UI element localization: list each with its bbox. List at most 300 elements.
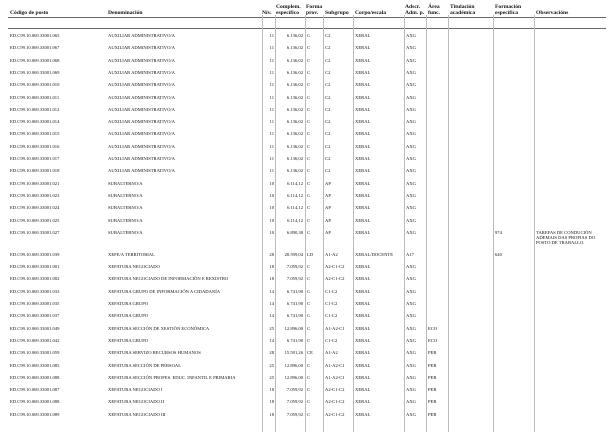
- administration-assignment-cell: AXG: [406, 288, 416, 294]
- provision-form-cell: C: [307, 387, 311, 393]
- specific-complement-cell: 6.136,02: [286, 69, 303, 75]
- position-code-cell: ED.C99.10.069.33001.014: [10, 119, 60, 125]
- subgroup-cell: A2-C1-C2: [325, 411, 345, 417]
- administration-assignment-cell: AXG: [406, 180, 416, 186]
- subgroup-cell: C2: [325, 33, 331, 38]
- position-code-cell: ED.C99.10.069.33001.042: [10, 337, 60, 343]
- denomination-cell: XEFATURA NEGOCIADO: [108, 264, 160, 270]
- level-cell: 10: [269, 217, 274, 223]
- provision-form-cell: C: [307, 411, 311, 417]
- position-code-cell: ED.C99.10.069.33001.068: [10, 57, 60, 63]
- administration-assignment-cell: AXG: [406, 106, 416, 112]
- corps-scale-cell: XERAL: [355, 131, 371, 137]
- specific-complement-cell: 20.599,04: [284, 251, 303, 257]
- denomination-cell: XEFATURA SECCIÓN DE XESTIÓN ECONÓMICA: [108, 325, 210, 331]
- subgroup-cell: A1-A2: [325, 251, 338, 257]
- corps-scale-cell: XERAL: [355, 57, 371, 63]
- denomination-cell: AUXILIAR ADMINISTRATIVO/A: [108, 45, 175, 51]
- position-code-cell: ED.C99.10.069.33001.087: [10, 387, 60, 393]
- corps-scale-cell: XERAL: [355, 350, 371, 356]
- functional-area-cell: PER: [428, 350, 437, 356]
- provision-form-cell: CE: [307, 350, 313, 356]
- administration-assignment-cell: AXG: [406, 33, 416, 38]
- position-code-cell: ED.C99.10.069.33001.067: [10, 45, 60, 51]
- administration-assignment-cell: AXG: [406, 156, 416, 161]
- position-code-cell: ED.C99.10.069.33001.016: [10, 143, 60, 149]
- specific-complement-cell: 6.114,12: [287, 217, 303, 223]
- denomination-cell: AUXILIAR ADMINISTRATIVO/A: [108, 131, 175, 137]
- corps-scale-cell: XERAL: [355, 399, 371, 405]
- table-row: [0, 387, 615, 399]
- corps-scale-cell: XERAL: [355, 301, 371, 306]
- table-row: [0, 264, 615, 276]
- position-code-cell: ED.C99.10.069.33001.033: [10, 288, 60, 294]
- administration-assignment-cell: AXG: [406, 57, 416, 63]
- specific-complement-cell: 6.741,90: [286, 337, 303, 343]
- denomination-cell: XEFATURA GRUPO: [108, 313, 149, 319]
- table-row: [0, 338, 615, 350]
- header-denominacion: Denominación: [108, 10, 143, 16]
- specific-complement-cell: 7.059,92: [286, 387, 303, 393]
- provision-form-cell: C: [307, 288, 311, 294]
- position-code-cell: ED.C99.10.069.33001.089: [10, 411, 60, 417]
- level-cell: 14: [269, 337, 274, 343]
- administration-assignment-cell: AXG: [406, 362, 416, 368]
- specific-complement-cell: 7.059,92: [286, 399, 303, 405]
- level-cell: 14: [269, 288, 274, 294]
- level-cell: 25: [269, 374, 274, 380]
- level-cell: 28: [269, 350, 274, 356]
- specific-complement-cell: 15.591,26: [284, 350, 303, 356]
- position-code-cell: ED.C99.10.069.33001.017: [10, 156, 60, 161]
- position-code-cell: ED.C99.10.069.33001.069: [10, 69, 60, 75]
- corps-scale-cell: XERAL: [355, 411, 371, 417]
- position-code-cell: ED.C99.10.069.33001.088: [10, 399, 60, 405]
- position-code-cell: ED.C99.10.069.33001.037: [10, 313, 60, 319]
- administration-assignment-cell: AXG: [406, 131, 416, 137]
- specific-complement-cell: 6.136,02: [286, 143, 303, 149]
- table-row: [0, 119, 615, 131]
- denomination-cell: AUXILIAR ADMINISTRATIVO/A: [108, 33, 175, 38]
- header-formacion-line1: Formación: [495, 4, 522, 10]
- corps-scale-cell: XERAL: [355, 229, 371, 235]
- provision-form-cell: C: [307, 399, 311, 405]
- subgroup-cell: C2: [325, 106, 331, 112]
- table-row: [0, 363, 615, 375]
- table-row: [0, 350, 615, 362]
- provision-form-cell: C: [307, 69, 311, 75]
- level-cell: 11: [269, 119, 274, 125]
- provision-form-cell: C: [307, 325, 311, 331]
- administration-assignment-cell: AXG: [406, 82, 416, 88]
- position-code-cell: ED.C99.10.069.33001.011: [10, 94, 60, 100]
- table-row: [0, 412, 615, 424]
- header-forma-line2: prov.: [306, 10, 319, 16]
- level-cell: 18: [269, 264, 274, 270]
- position-code-cell: ED.C99.10.069.33001.015: [10, 131, 60, 137]
- subgroup-cell: C2: [325, 57, 331, 63]
- functional-area-cell: PER: [428, 399, 437, 405]
- table-row: [0, 193, 615, 205]
- subgroup-cell: C2: [325, 143, 331, 149]
- provision-form-cell: C: [307, 362, 311, 368]
- corps-scale-cell: XERAL: [355, 192, 371, 198]
- level-cell: 11: [269, 94, 274, 100]
- table-row: [0, 168, 615, 180]
- specific-complement-cell: 6.136,02: [286, 33, 303, 38]
- denomination-cell: XEFATURA GRUPO DE INFORMACIÓN A CIDADANÍA: [108, 288, 221, 294]
- corps-scale-cell: XERAL: [355, 33, 371, 38]
- denomination-cell: AUXILIAR ADMINISTRATIVO/A: [108, 94, 175, 100]
- position-code-cell: ED.C99.10.069.33001.021: [10, 180, 60, 186]
- header-complem-line1: Complem.: [276, 4, 301, 10]
- provision-form-cell: C: [307, 264, 311, 270]
- specific-complement-cell: 6.114,12: [287, 180, 303, 186]
- header-bottom-rule: [8, 28, 606, 29]
- corps-scale-cell: XERAL: [355, 205, 371, 211]
- subgroup-cell: C2: [325, 45, 331, 51]
- level-cell: 10: [269, 229, 274, 235]
- table-row: [0, 156, 615, 168]
- table-row: [0, 399, 615, 411]
- table-row: [0, 229, 615, 246]
- subgroup-cell: AP: [325, 192, 331, 198]
- denomination-cell: XEFATURA NEGOCIADO DE INFORMACIÓN E REXISTRO: [108, 276, 229, 282]
- denomination-cell: SUBALTERNO/A: [108, 205, 143, 211]
- specific-training-cell: 974: [495, 229, 502, 235]
- subgroup-cell: C1-C2: [325, 301, 338, 306]
- denomination-cell: XEFATURA SECCIÓN PROFES. EDUC. INFANTIL E PRIMARIA: [108, 374, 236, 380]
- subgroup-cell: A1-A2: [325, 350, 338, 356]
- administration-assignment-cell: AXG: [406, 411, 416, 417]
- specific-complement-cell: 6.114,12: [287, 205, 303, 211]
- level-cell: 18: [269, 411, 274, 417]
- position-code-cell: ED.C99.10.069.33001.035: [10, 301, 60, 306]
- corps-scale-cell: XERAL: [355, 45, 371, 51]
- provision-form-cell: C: [307, 276, 311, 282]
- level-cell: 10: [269, 180, 274, 186]
- position-code-cell: ED.C99.10.069.33001.085: [10, 362, 60, 368]
- level-cell: 28: [269, 251, 274, 257]
- corps-scale-cell: XERAL: [355, 143, 371, 149]
- header-subgrupo: Subgrupo: [325, 10, 349, 16]
- table-row: [0, 33, 615, 45]
- subgroup-cell: C2: [325, 168, 331, 174]
- denomination-cell: XEFATURA GRUPO: [108, 337, 149, 343]
- corps-scale-cell: XERAL: [355, 313, 371, 319]
- administration-assignment-cell: AXG: [406, 337, 416, 343]
- table-row: [0, 70, 615, 82]
- table-row: [0, 276, 615, 288]
- specific-complement-cell: 6.136,02: [286, 57, 303, 63]
- position-code-cell: ED.C99.10.069.33001.065: [10, 33, 60, 38]
- provision-form-cell: C: [307, 168, 311, 174]
- header-titulacion-line2: académica: [450, 10, 476, 16]
- provision-form-cell: C: [307, 229, 311, 235]
- specific-complement-cell: 6.136,02: [286, 82, 303, 88]
- functional-area-cell: PER: [428, 387, 437, 393]
- header-corpo: Corpo/escala: [355, 10, 387, 16]
- specific-complement-cell: 6.136,02: [286, 168, 303, 174]
- corps-scale-cell: XERAL: [355, 119, 371, 125]
- corps-scale-cell: XERAL: [355, 69, 371, 75]
- position-code-cell: ED.C99.10.069.33001.018: [10, 168, 60, 174]
- administration-assignment-cell: AXG: [406, 143, 416, 149]
- denomination-cell: AUXILIAR ADMINISTRATIVO/A: [108, 156, 175, 161]
- corps-scale-cell: XERAL: [355, 387, 371, 393]
- specific-training-cell: 640: [495, 251, 502, 257]
- administration-assignment-cell: AXG: [406, 325, 416, 331]
- specific-complement-cell: 6.114,12: [287, 192, 303, 198]
- level-cell: 11: [269, 156, 274, 161]
- provision-form-cell: C: [307, 374, 311, 380]
- provision-form-cell: C: [307, 180, 311, 186]
- subgroup-cell: AP: [325, 217, 331, 223]
- level-cell: 11: [269, 57, 274, 63]
- subgroup-cell: C2: [325, 82, 331, 88]
- table-row: [0, 252, 615, 264]
- corps-scale-cell: XERAL: [355, 337, 371, 343]
- denomination-cell: AUXILIAR ADMINISTRATIVO/A: [108, 69, 175, 75]
- administration-assignment-cell: AXG: [406, 399, 416, 405]
- table-row: [0, 95, 615, 107]
- denomination-cell: SUBALTERNO/A: [108, 192, 143, 198]
- position-code-cell: ED.C99.10.069.33001.012: [10, 106, 60, 112]
- denomination-cell: XEFATURA SECCIÓN DE PERSOAL: [108, 362, 182, 368]
- corps-scale-cell: XERAL: [355, 288, 371, 294]
- corps-scale-cell: XERAL: [355, 168, 371, 174]
- table-row: [0, 82, 615, 94]
- table-row: [0, 375, 615, 387]
- level-cell: 11: [269, 106, 274, 112]
- level-cell: 10: [269, 192, 274, 198]
- provision-form-cell: C: [307, 131, 311, 137]
- header-observacions: Observacións: [536, 10, 569, 16]
- corps-scale-cell: XERAL: [355, 325, 371, 331]
- level-cell: 11: [269, 82, 274, 88]
- administration-assignment-cell: AXG: [406, 94, 416, 100]
- subgroup-cell: C2: [325, 69, 331, 75]
- provision-form-cell: C: [307, 156, 311, 161]
- administration-assignment-cell: AXG: [406, 350, 416, 356]
- specific-complement-cell: 6.890,38: [286, 229, 303, 235]
- denomination-cell: SUBALTERNO/A: [108, 229, 143, 235]
- denomination-cell: AUXILIAR ADMINISTRATIVO/A: [108, 119, 175, 125]
- position-code-cell: ED.C99.10.069.33001.088: [10, 374, 60, 380]
- table-row: [0, 289, 615, 301]
- subgroup-cell: A2-C1-C2: [325, 387, 345, 393]
- header-adscr-line2: Adm. p.: [405, 10, 425, 16]
- provision-form-cell: C: [307, 301, 311, 306]
- administration-assignment-cell: A17: [406, 251, 414, 257]
- level-cell: 25: [269, 325, 274, 331]
- level-cell: 14: [269, 313, 274, 319]
- position-code-cell: ED.C99.10.069.33001.023: [10, 192, 60, 198]
- specific-complement-cell: 6.136,02: [286, 156, 303, 161]
- specific-complement-cell: 6.136,02: [286, 94, 303, 100]
- functional-area-cell: ECO: [428, 325, 438, 331]
- denomination-cell: AUXILIAR ADMINISTRATIVO/A: [108, 57, 175, 63]
- subgroup-cell: C1-C2: [325, 288, 338, 294]
- administration-assignment-cell: AXG: [406, 276, 416, 282]
- denomination-cell: AUXILIAR ADMINISTRATIVO/A: [108, 106, 175, 112]
- functional-area-cell: PER: [428, 374, 437, 380]
- subgroup-cell: AP: [325, 229, 331, 235]
- header-area-line2: func.: [428, 10, 440, 16]
- provision-form-cell: C: [307, 33, 311, 38]
- corps-scale-cell: XERAL: [355, 82, 371, 88]
- subgroup-cell: A1-A2-C1: [325, 362, 345, 368]
- header-codigo: Código de posto: [10, 10, 49, 16]
- specific-complement-cell: 7.059,92: [286, 411, 303, 417]
- administration-assignment-cell: AXG: [406, 45, 416, 51]
- level-cell: 18: [269, 276, 274, 282]
- subgroup-cell: C1-C2: [325, 313, 338, 319]
- administration-assignment-cell: AXG: [406, 168, 416, 174]
- level-cell: 14: [269, 301, 274, 306]
- functional-area-cell: ECO: [428, 337, 438, 343]
- administration-assignment-cell: AXG: [406, 229, 416, 235]
- level-cell: 11: [269, 168, 274, 174]
- table-row: [0, 181, 615, 193]
- specific-complement-cell: 12.896,00: [284, 374, 303, 380]
- denomination-cell: SUBALTERNO/A: [108, 180, 143, 186]
- specific-complement-cell: 12.896,00: [284, 362, 303, 368]
- table-row: [0, 58, 615, 70]
- administration-assignment-cell: AXG: [406, 264, 416, 270]
- level-cell: 11: [269, 131, 274, 137]
- subgroup-cell: A2-C1-C2: [325, 399, 345, 405]
- provision-form-cell: C: [307, 337, 311, 343]
- table-row: [0, 218, 615, 230]
- corps-scale-cell: XERAL: [355, 217, 371, 223]
- provision-form-cell: C: [307, 82, 311, 88]
- provision-form-cell: C: [307, 106, 311, 112]
- table-row: [0, 131, 615, 143]
- administration-assignment-cell: AXG: [406, 119, 416, 125]
- subgroup-cell: C1-C2: [325, 337, 338, 343]
- subgroup-cell: A2-C1-C2: [325, 264, 345, 270]
- denomination-cell: XEFATURA SERVIZO RECURSOS HUMANOS: [108, 350, 201, 356]
- header-adscr-line1: Adscr.: [405, 4, 421, 10]
- subgroup-cell: A2-C1-C2: [325, 276, 345, 282]
- level-cell: 10: [269, 205, 274, 211]
- table-row: [0, 301, 615, 313]
- provision-form-cell: C: [307, 119, 311, 125]
- subgroup-cell: C2: [325, 156, 331, 161]
- administration-assignment-cell: AXG: [406, 217, 416, 223]
- specific-complement-cell: 6.136,02: [286, 45, 303, 51]
- specific-complement-cell: 6.136,02: [286, 106, 303, 112]
- denomination-cell: XEFATURA GRUPO: [108, 301, 149, 306]
- position-code-cell: ED.C99.10.069.33001.025: [10, 217, 60, 223]
- administration-assignment-cell: AXG: [406, 69, 416, 75]
- specific-complement-cell: 6.741,90: [286, 288, 303, 294]
- observations-cell: TAREFAS DE CONDUCIÓN ADEMAIS DAS PROPIAS DO POSTO DE TRABALLO.: [536, 229, 596, 246]
- specific-complement-cell: 7.059,92: [286, 276, 303, 282]
- position-code-cell: ED.C99.10.069.33001.039: [10, 251, 60, 257]
- corps-scale-cell: XERAL: [355, 106, 371, 112]
- corps-scale-cell: XERAL: [355, 374, 371, 380]
- table-row: [0, 45, 615, 57]
- denomination-cell: XEFATURA NEGOCIADO III: [108, 411, 166, 417]
- specific-complement-cell: 12.896,00: [284, 325, 303, 331]
- provision-form-cell: C: [307, 45, 311, 51]
- header-formacion-line2: específica: [495, 10, 518, 16]
- corps-scale-cell: XERAL: [355, 362, 371, 368]
- provision-form-cell: LD: [307, 251, 314, 257]
- table-row: [0, 326, 615, 338]
- specific-complement-cell: 6.136,02: [286, 131, 303, 137]
- position-code-cell: ED.C99.10.069.33001.059: [10, 350, 60, 356]
- denomination-cell: XEFATURA NEGOCIADO II: [108, 399, 165, 405]
- header-complem-line2: específico: [276, 10, 299, 16]
- header-top-rule: [8, 17, 606, 18]
- level-cell: 25: [269, 362, 274, 368]
- administration-assignment-cell: AXG: [406, 387, 416, 393]
- table-row: [0, 313, 615, 325]
- table-row: [0, 205, 615, 217]
- administration-assignment-cell: AXG: [406, 205, 416, 211]
- functional-area-cell: PER: [428, 411, 437, 417]
- administration-assignment-cell: AXG: [406, 313, 416, 319]
- position-code-cell: ED.C99.10.069.33001.010: [10, 82, 60, 88]
- corps-scale-cell: XERAL: [355, 156, 371, 161]
- specific-complement-cell: 6.741,90: [286, 301, 303, 306]
- level-cell: 18: [269, 387, 274, 393]
- provision-form-cell: C: [307, 143, 311, 149]
- provision-form-cell: C: [307, 313, 311, 319]
- subgroup-cell: C2: [325, 94, 331, 100]
- subgroup-cell: AP: [325, 205, 331, 211]
- corps-scale-cell: XERAL: [355, 264, 371, 270]
- provision-form-cell: C: [307, 205, 311, 211]
- specific-complement-cell: 6.136,02: [286, 119, 303, 125]
- denomination-cell: SUBALTERNO/A: [108, 217, 143, 223]
- administration-assignment-cell: AXG: [406, 192, 416, 198]
- denomination-cell: AUXILIAR ADMINISTRATIVO/A: [108, 82, 175, 88]
- header-titulacion-line1: Titulación: [450, 4, 475, 10]
- level-cell: 11: [269, 69, 274, 75]
- subgroup-cell: AP: [325, 180, 331, 186]
- level-cell: 11: [269, 45, 274, 51]
- level-cell: 11: [269, 143, 274, 149]
- table-row: [0, 144, 615, 156]
- position-code-cell: ED.C99.10.069.33001.049: [10, 325, 60, 331]
- subgroup-cell: A1-A2-C1: [325, 374, 345, 380]
- denomination-cell: XEFATURA NEGOCIADO I: [108, 387, 163, 393]
- level-cell: 11: [269, 33, 274, 38]
- provision-form-cell: C: [307, 217, 311, 223]
- provision-form-cell: C: [307, 57, 311, 63]
- denomination-cell: XEFE/A TERRITORIAL: [108, 251, 155, 257]
- administration-assignment-cell: AXG: [406, 374, 416, 380]
- provision-form-cell: C: [307, 192, 311, 198]
- specific-complement-cell: 6.741,90: [286, 313, 303, 319]
- corps-scale-cell: XERAL/DOCENTE: [355, 251, 394, 257]
- denomination-cell: AUXILIAR ADMINISTRATIVO/A: [108, 168, 175, 174]
- position-code-cell: ED.C99.10.069.33001.027: [10, 229, 60, 235]
- corps-scale-cell: XERAL: [355, 180, 371, 186]
- corps-scale-cell: XERAL: [355, 276, 371, 282]
- denomination-cell: AUXILIAR ADMINISTRATIVO/A: [108, 143, 175, 149]
- position-code-cell: ED.C99.10.069.33001.024: [10, 205, 60, 211]
- subgroup-cell: C2: [325, 131, 331, 137]
- header-forma-line1: Forma: [306, 4, 323, 10]
- subgroup-cell: A1-A2-C1: [325, 325, 345, 331]
- administration-assignment-cell: AXG: [406, 301, 416, 306]
- header-area-line1: Área: [428, 4, 440, 10]
